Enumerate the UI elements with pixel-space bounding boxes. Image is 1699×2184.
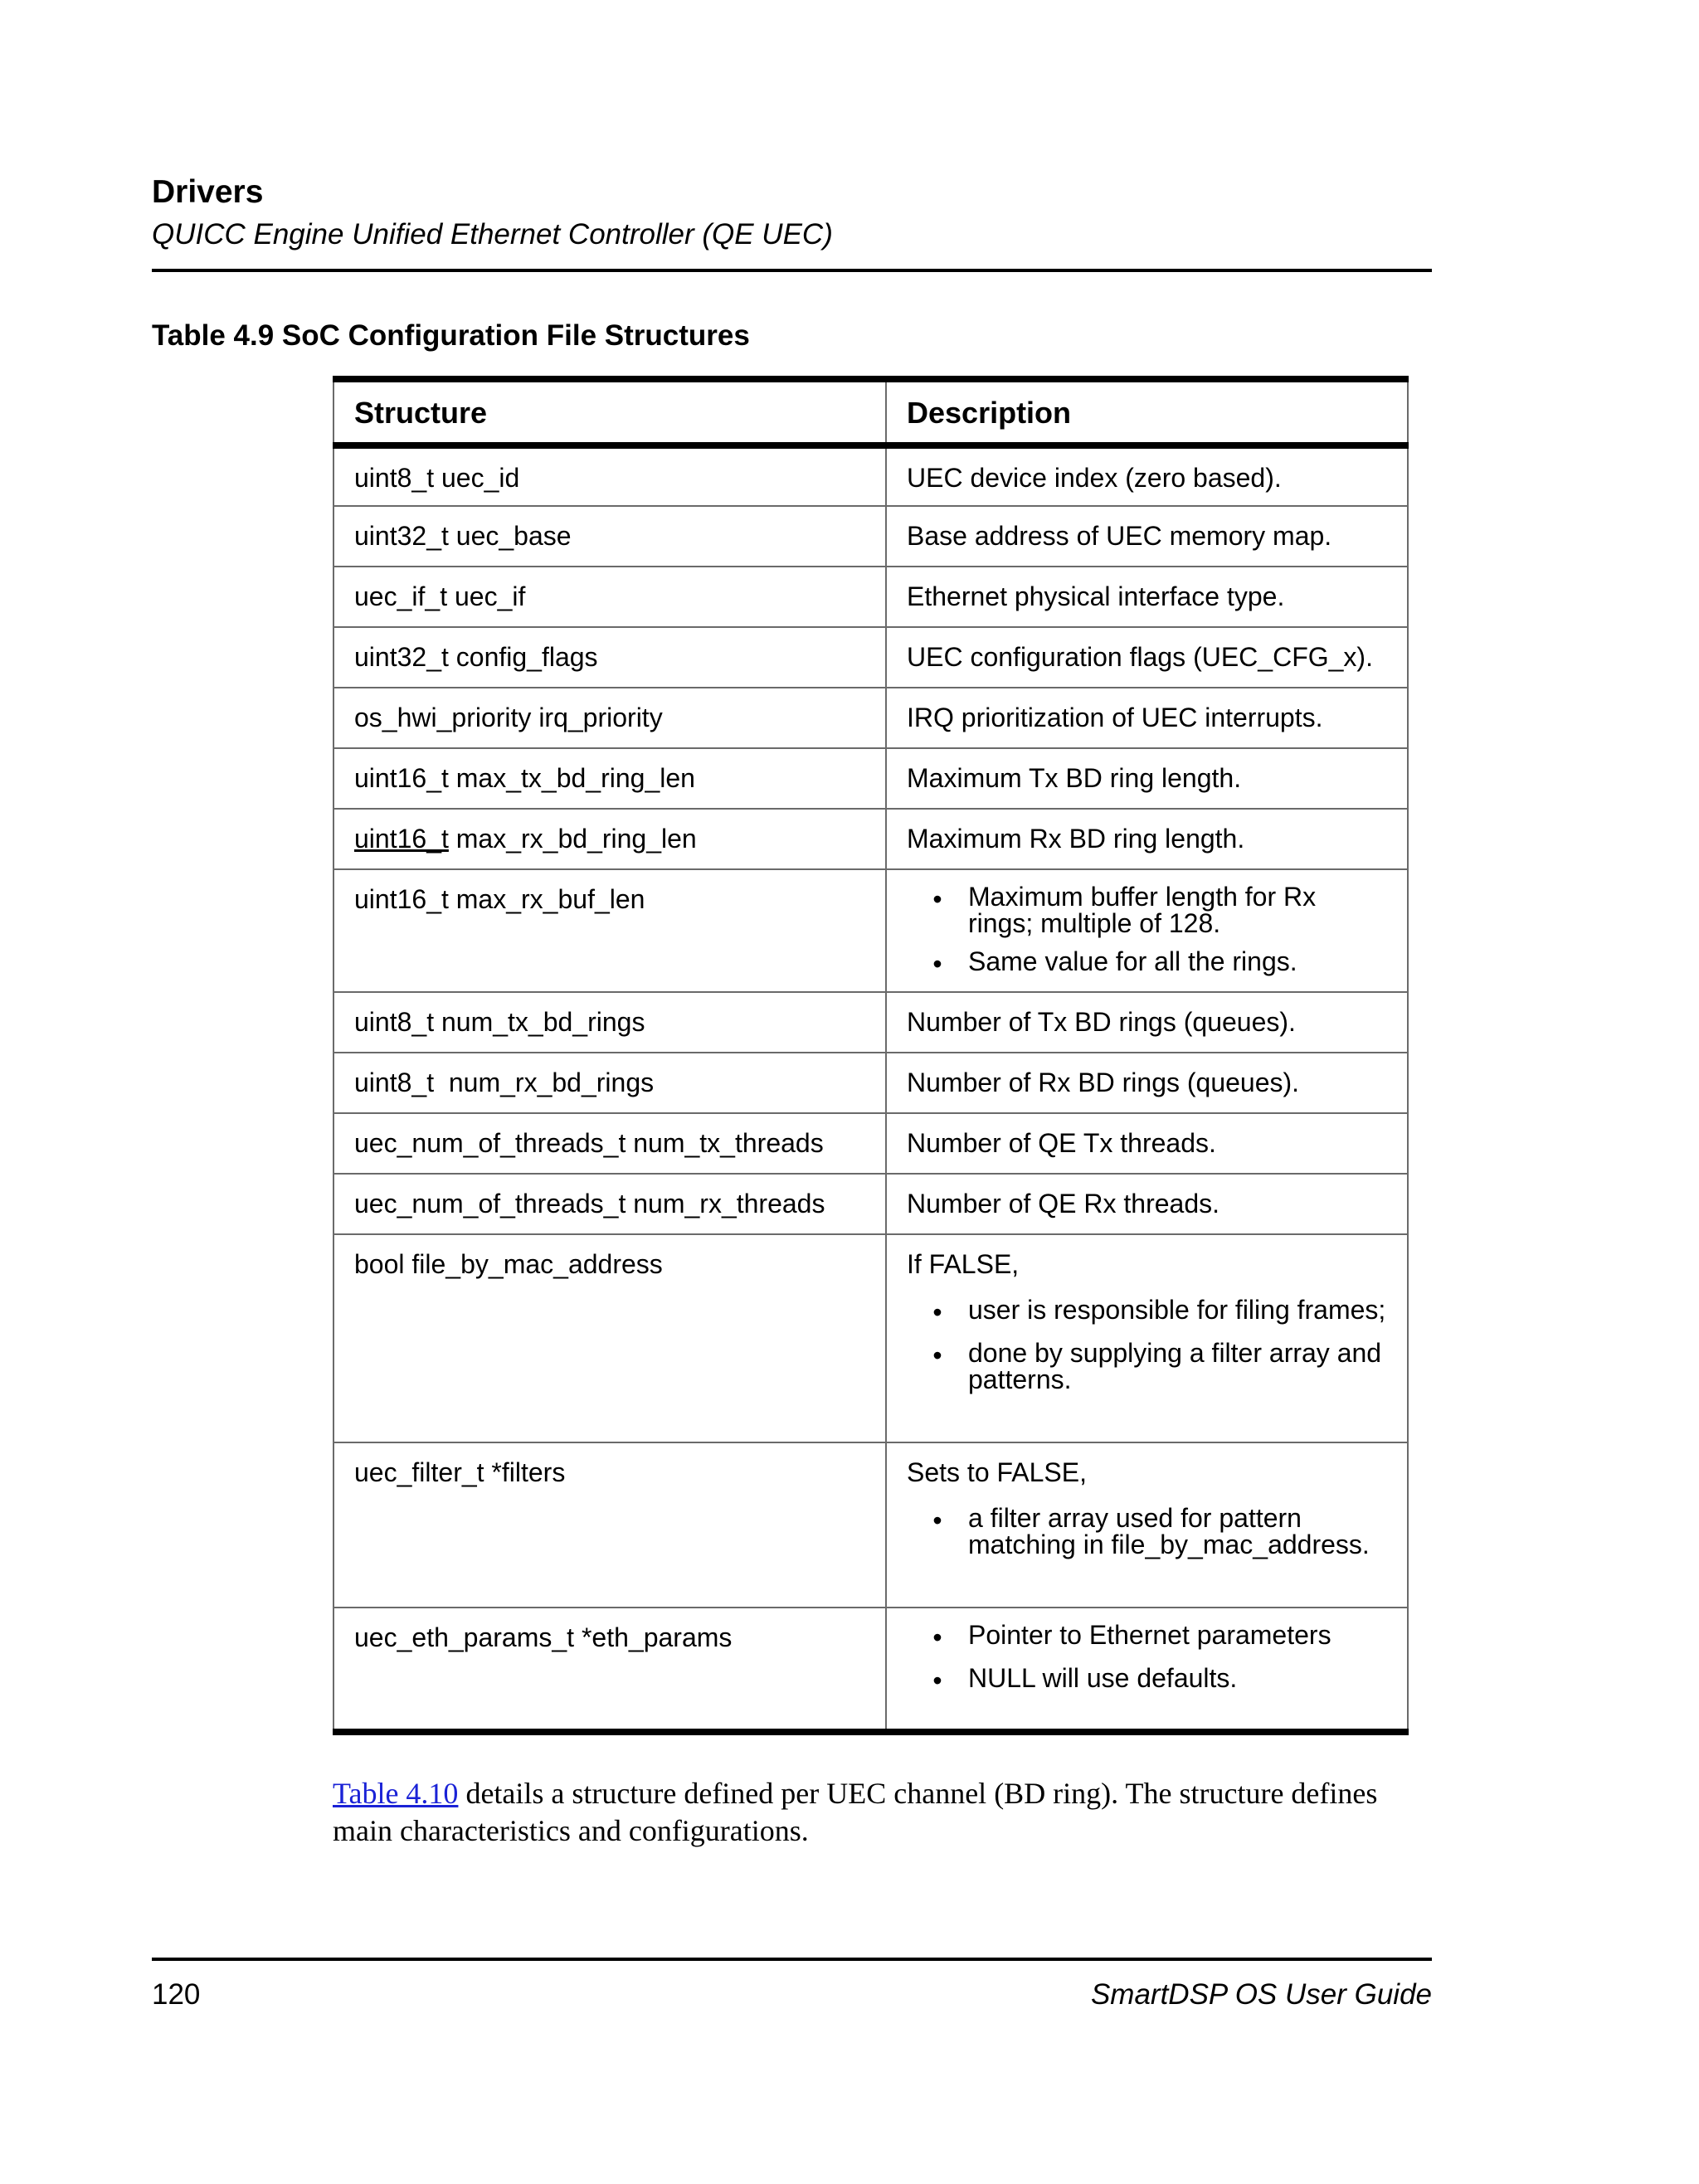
structure-cell: uint8_t uec_id (333, 445, 886, 506)
description-intro: If FALSE, (907, 1249, 1020, 1279)
description-cell: Maximum Tx BD ring length. (886, 748, 1408, 809)
table-row (333, 1053, 1408, 1113)
description-cell: Number of QE Tx threads. (886, 1113, 1408, 1174)
structure-name: max_rx_bd_ring_len (448, 824, 697, 854)
chapter-title: Drivers (152, 174, 264, 210)
column-header-structure: Structure (333, 379, 886, 445)
bullet-item: • Same value for all the rings. (907, 948, 1387, 980)
soc-config-table (333, 376, 1409, 1735)
description-cell: Number of Tx BD rings (queues). (886, 992, 1408, 1053)
description-cell: Number of Rx BD rings (queues). (886, 1053, 1408, 1113)
table-row (333, 869, 1408, 992)
structure-cell: uint16_t max_tx_bd_ring_len (333, 748, 886, 809)
section-subtitle: QUICC Engine Unified Ethernet Controller (QE UEC) (152, 218, 833, 251)
page-number: 120 (152, 1978, 201, 2011)
table-row (333, 1234, 1408, 1442)
structure-cell: uint16_t max_rx_buf_len (333, 869, 886, 992)
bullet-item: • a filter array used for pattern matching in file_by_mac_address. (907, 1505, 1387, 1558)
bullet-icon: • (932, 949, 942, 979)
structure-cell: os_hwi_priority irq_priority (333, 688, 886, 748)
table-row (333, 992, 1408, 1053)
description-cell (886, 1608, 1408, 1732)
body-paragraph (333, 1775, 1428, 1850)
structure-cell (333, 809, 886, 869)
bullet-icon: • (932, 1297, 942, 1327)
bullet-item: • Pointer to Ethernet parameters (907, 1622, 1387, 1653)
bullet-icon: • (932, 1505, 942, 1535)
description-cell (886, 1234, 1408, 1442)
bullet-icon: • (932, 1622, 942, 1652)
structure-cell: bool file_by_mac_address (333, 1234, 886, 1442)
structure-cell: uec_filter_t *filters (333, 1442, 886, 1608)
bullet-item: • done by supplying a filter array and patterns. (907, 1340, 1387, 1393)
table-row (333, 567, 1408, 627)
structure-cell: uec_if_t uec_if (333, 567, 886, 627)
description-cell: Base address of UEC memory map. (886, 506, 1408, 567)
running-header (152, 170, 1432, 255)
structure-cell: uec_eth_params_t *eth_params (333, 1608, 886, 1732)
bullet-item: • Maximum buffer length for Rx rings; multiple of 128. (907, 883, 1387, 936)
table-row (333, 1608, 1408, 1732)
description-cell: UEC device index (zero based). (886, 445, 1408, 506)
table-row (333, 1113, 1408, 1174)
description-cell (886, 869, 1408, 992)
table-row (333, 809, 1408, 869)
structure-cell: uint8_t num_tx_bd_rings (333, 992, 886, 1053)
description-intro: Sets to FALSE, (907, 1457, 1087, 1487)
footer-rule (152, 1958, 1432, 1961)
description-cell: Ethernet physical interface type. (886, 567, 1408, 627)
structure-cell: uint32_t uec_base (333, 506, 886, 567)
table-row (333, 1442, 1408, 1608)
header-rule (152, 269, 1432, 272)
description-cell: UEC configuration flags (UEC_CFG_x). (886, 627, 1408, 688)
table-row (333, 445, 1408, 506)
structure-type-underlined: uint16_t (354, 824, 449, 854)
table-row (333, 627, 1408, 688)
guide-title: SmartDSP OS User Guide (1090, 1978, 1432, 2011)
bullet-icon: • (932, 884, 942, 914)
bullet-item: • user is responsible for filing frames; (907, 1296, 1387, 1328)
structure-cell: uint8_t num_rx_bd_rings (333, 1053, 886, 1113)
description-cell: Maximum Rx BD ring length. (886, 809, 1408, 869)
table-4-10-link[interactable]: Table 4.10 (333, 1777, 459, 1810)
table-caption: Table 4.9 SoC Configuration File Structures (152, 319, 750, 352)
bullet-item: • NULL will use defaults. (907, 1665, 1387, 1696)
table-row (333, 748, 1408, 809)
table-row (333, 1174, 1408, 1234)
description-cell (886, 1442, 1408, 1608)
structure-cell: uec_num_of_threads_t num_rx_threads (333, 1174, 886, 1234)
column-header-description: Description (886, 379, 1408, 445)
bullet-icon: • (932, 1340, 942, 1370)
description-cell: IRQ prioritization of UEC interrupts. (886, 688, 1408, 748)
table-row (333, 688, 1408, 748)
description-cell: Number of QE Rx threads. (886, 1174, 1408, 1234)
table-header-row (333, 379, 1408, 445)
table-row (333, 506, 1408, 567)
bullet-icon: • (932, 1666, 942, 1695)
structure-cell: uec_num_of_threads_t num_tx_threads (333, 1113, 886, 1174)
structure-cell: uint32_t config_flags (333, 627, 886, 688)
body-text: details a structure defined per UEC channel (BD ring). The structure defines main characteristics and configurations. (333, 1777, 1378, 1847)
